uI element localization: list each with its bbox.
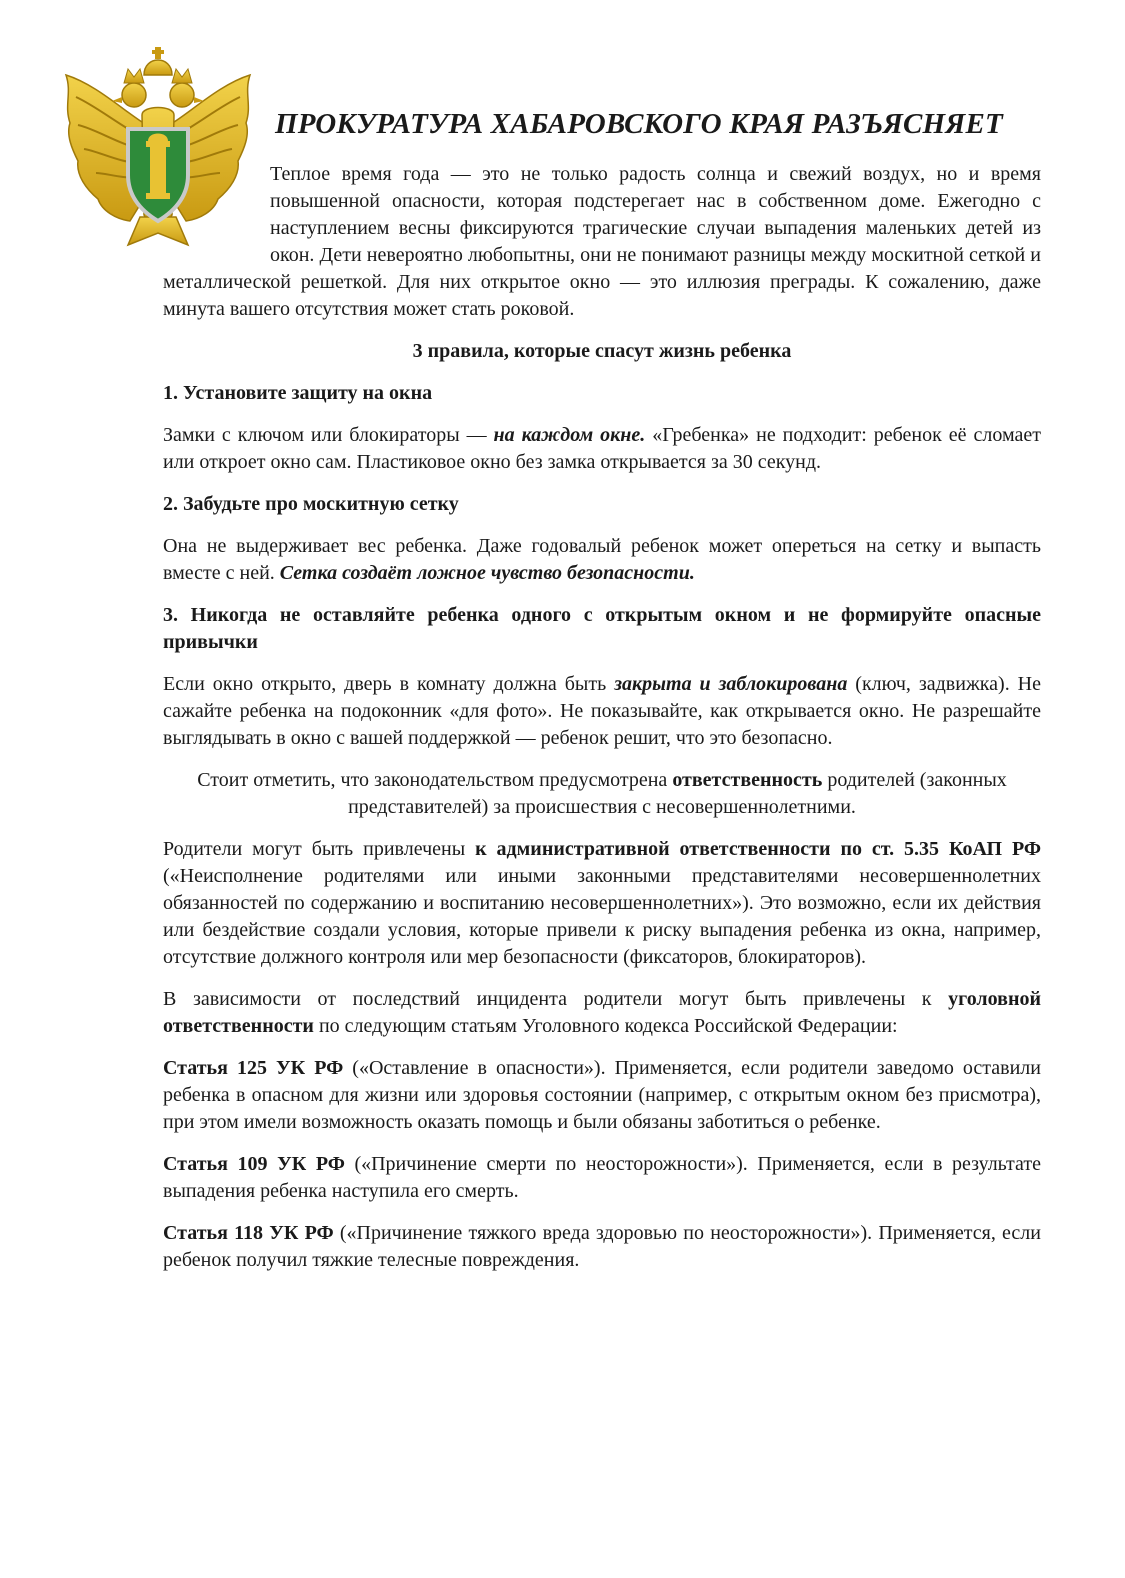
criminal-text-a: В зависимости от последствий инцидента родители могут быть привлечены к <box>163 988 949 1010</box>
document-title: ПРОКУРАТУРА ХАБАРОВСКОГО КРАЯ РАЗЪЯСНЯЕТ <box>275 108 1003 140</box>
admin-emphasis: к административной ответственности по ст. 5.35 КоАП РФ <box>475 838 1041 860</box>
article-118-paragraph <box>163 1220 1041 1274</box>
rule-2-text <box>163 533 1041 587</box>
rule-1-title: 1. Установите защиту на окна <box>163 382 433 404</box>
note-text-a: Стоит отметить, что законодательством предусмотрена <box>197 769 673 791</box>
article-109-paragraph <box>163 1151 1041 1205</box>
rule-3-title: 3. Никогда не оставляйте ребенка одного с открытым окном и не формируйте опасные привычки <box>163 604 1041 653</box>
rule-3-text-a: Если окно открыто, дверь в комнату должна быть <box>163 673 615 695</box>
rule-3-text <box>163 671 1041 752</box>
administrative-paragraph <box>163 836 1041 971</box>
article-109-text: («Причинение смерти по неосторожности»). Применяется, если в результате выпадения ребенка наступила его смерть. <box>163 1153 1041 1202</box>
criminal-text-b: по следующим статьям Уголовного кодекса Российской Федерации: <box>313 1015 898 1037</box>
article-109-name: Статья 109 УК РФ <box>163 1153 345 1175</box>
rule-2-title: 2. Забудьте про москитную сетку <box>163 493 459 515</box>
rules-heading: 3 правила, которые спасут жизнь ребенка <box>412 340 792 362</box>
criminal-emphasis: уголовной ответственности <box>163 988 1041 1037</box>
article-125-text: («Оставление в опасности»). Применяется, если родители заведомо оставили ребенка в опасном для жизни или здоровья состоянии (например, с открытым окном без присмотра), при этом имели возможность оказать помощь и были обязаны заботиться о ребенке. <box>163 1057 1041 1133</box>
responsibility-note <box>163 767 1041 821</box>
note-text-b: родителей (законных представителей) за происшествия с несовершеннолетними. <box>348 769 1007 818</box>
note-emphasis: ответственность <box>672 769 823 791</box>
article-125-name: Статья 125 УК РФ <box>163 1057 344 1079</box>
intro-text: Теплое время года — это не только радость солнца и свежий воздух, но и время повышенной опасности, которая подстерегает нас в собственном доме. Ежегодно с наступлением весны фиксируются трагические случаи выпадения маленьких детей из окон. Дети невероятно любопытны, они не понимают разницы между москитной сеткой и металлической решеткой. Для них открытое окно — это иллюзия преграды. К сожалению, даже минута вашего отсутствия может стать роковой. <box>163 163 1041 320</box>
rule-1-text <box>163 422 1041 476</box>
article-125-paragraph <box>163 1055 1041 1136</box>
article-118-text: («Причинение тяжкого вреда здоровью по неосторожности»). Применяется, если ребенок получил тяжкие телесные повреждения. <box>163 1222 1041 1271</box>
admin-text-a: Родители могут быть привлечены <box>163 838 476 860</box>
rule-3-text-b: (ключ, задвижка). Не сажайте ребенка на подоконник «для фото». Не показывайте, как открывается окно. Не разрешайте выглядывать в окно с вашей поддержкой — ребенок решит, что это безопасно. <box>163 673 1041 749</box>
rule-1-text-a: Замки с ключом или блокираторы — <box>163 424 494 446</box>
rule-1-text-b: «Гребенка» не подходит: ребенок её сломает или откроет окно сам. Пластиковое окно без замка открывается за 30 секунд. <box>163 424 1041 473</box>
intro-paragraph <box>163 161 1041 323</box>
rule-1-emphasis: на каждом окне. <box>493 424 646 446</box>
document-body <box>163 161 1041 1274</box>
rule-2-text-a: Она не выдерживает вес ребенка. Даже годовалый ребенок может опереться на сетку и выпасть вместе с ней. <box>163 535 1041 584</box>
admin-text-b: («Неисполнение родителями или иными законными представителями несовершеннолетних обязанностей по содержанию и воспитанию несовершеннолетних»). Это возможно, если их действия или бездействие создали условия, которые привели к риску выпадения ребенка из окна, например, отсутствие должного контроля или мер безопасности (фиксаторов, блокираторов). <box>163 865 1041 968</box>
criminal-paragraph <box>163 986 1041 1040</box>
rule-2-emphasis: Сетка создаёт ложное чувство безопасности. <box>279 562 695 584</box>
article-118-name: Статья 118 УК РФ <box>163 1222 334 1244</box>
rule-3-emphasis: закрыта и заблокирована <box>614 673 848 695</box>
